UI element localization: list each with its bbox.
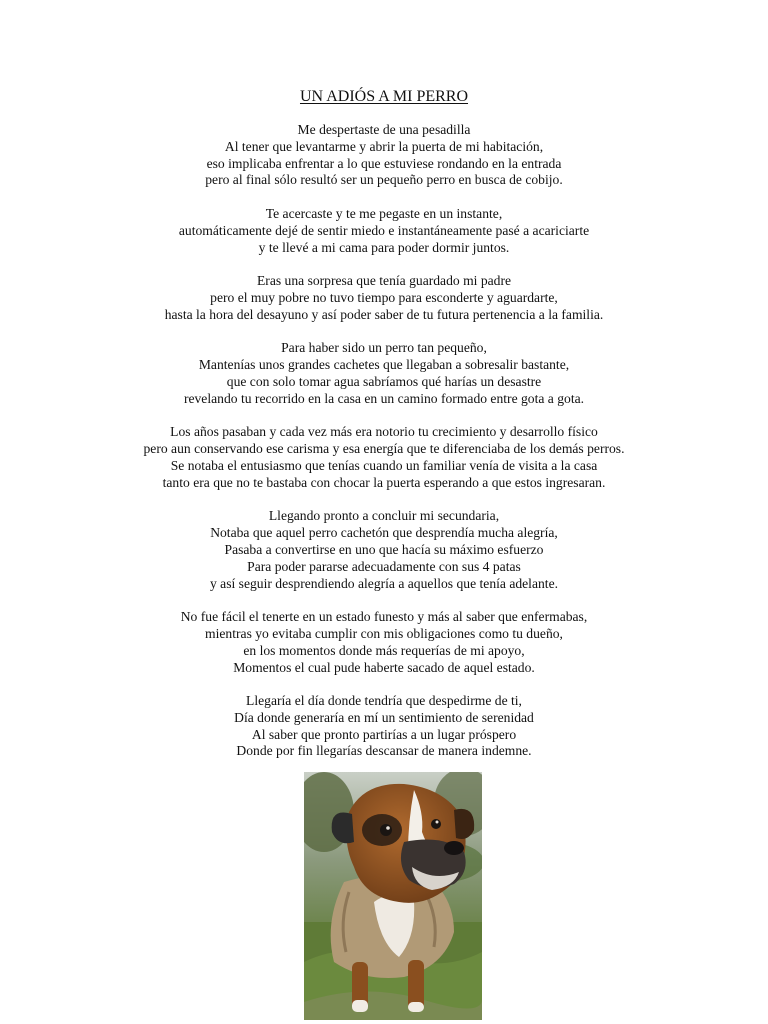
poem-line: Pasaba a convertirse en uno que hacía su máximo esfuerzo bbox=[224, 541, 544, 557]
poem-line: Eras una sorpresa que tenía guardado mi padre bbox=[256, 273, 512, 289]
poem-line: Se notaba el entusiasmo que tenías cuando un familiar venía de visita a la casa bbox=[170, 457, 598, 473]
poem-line: que con solo tomar agua sabríamos qué harías un desastre bbox=[226, 373, 542, 389]
poem-line: Los años pasaban y cada vez más era notorio tu crecimiento y desarrollo físico bbox=[170, 424, 598, 440]
poem-line: Para poder pararse adecuadamente con sus 4 patas bbox=[247, 558, 521, 574]
poem-line: Llegaría el día donde tendría que despedirme de ti, bbox=[246, 693, 522, 709]
stanza bbox=[0, 122, 768, 189]
poem-line: y así seguir desprendiendo alegría a aquellos que tenía adelante. bbox=[209, 575, 558, 591]
poem-line: eso implicaba enfrentar a lo que estuviese rondando en la entrada bbox=[206, 155, 562, 171]
poem-line: tanto era que no te bastaba con chocar la puerta esperando a que estos ingresaran. bbox=[162, 474, 606, 490]
stanza bbox=[0, 340, 768, 407]
poem-line: Al tener que levantarme y abrir la puerta de mi habitación, bbox=[224, 138, 544, 154]
poem-line: Te acercaste y te me pegaste en un instante, bbox=[265, 205, 503, 221]
stanza bbox=[0, 273, 768, 323]
stanza bbox=[0, 424, 768, 491]
poem-line: pero al final sólo resultó ser un pequeño perro en busca de cobijo. bbox=[205, 172, 563, 188]
dog-eye-left bbox=[380, 824, 392, 836]
poem-line: Para haber sido un perro tan pequeño, bbox=[281, 340, 487, 356]
poem-line: Notaba que aquel perro cachetón que desprendía mucha alegría, bbox=[210, 525, 558, 541]
poem-line: pero aun conservando ese carisma y esa energía que te diferenciaba de los demás perros. bbox=[143, 441, 625, 457]
poem-line: Momentos el cual pude haberte sacado de aquel estado. bbox=[233, 659, 535, 675]
dog-nose bbox=[444, 841, 464, 855]
dog-photo bbox=[304, 772, 482, 1020]
stanza bbox=[0, 693, 768, 760]
stanza bbox=[0, 206, 768, 256]
poem-line: Día donde generaría en mí un sentimiento de serenidad bbox=[234, 709, 534, 725]
stanza bbox=[0, 508, 768, 592]
poem-line: Donde por fin llegarías descansar de manera indemne. bbox=[236, 743, 532, 759]
poem-line: No fue fácil el tenerte en un estado funesto y más al saber que enfermabas, bbox=[180, 609, 588, 625]
poem-line: y te llevé a mi cama para poder dormir juntos. bbox=[258, 239, 510, 255]
poem-line: Al saber que pronto partirías a un lugar próspero bbox=[251, 726, 517, 742]
poem-line: hasta la hora del desayuno y así poder saber de tu futura pertenencia a la familia. bbox=[164, 306, 604, 322]
poem-line: pero el muy pobre no tuvo tiempo para esconderte y aguardarte, bbox=[210, 289, 558, 305]
poem-body bbox=[0, 122, 768, 777]
poem-line: automáticamente dejé de sentir miedo e instantáneamente pasé a acariciarte bbox=[178, 222, 590, 238]
poem-title: UN ADIÓS A MI PERRO bbox=[299, 88, 469, 105]
poem-line: revelando tu recorrido en la casa en un camino formado entre gota a gota. bbox=[183, 390, 585, 406]
poem-line: en los momentos donde más requerías de mi apoyo, bbox=[243, 642, 525, 658]
poem-line: mientras yo evitaba cumplir con mis obligaciones como tu dueño, bbox=[205, 625, 563, 641]
poem-line: Mantenías unos grandes cachetes que llegaban a sobresalir bastante, bbox=[198, 357, 570, 373]
dog-eye-right bbox=[431, 819, 441, 829]
poem-line: Me despertaste de una pesadilla bbox=[297, 122, 471, 137]
stanza bbox=[0, 609, 768, 676]
poem-line: Llegando pronto a concluir mi secundaria, bbox=[268, 508, 500, 524]
